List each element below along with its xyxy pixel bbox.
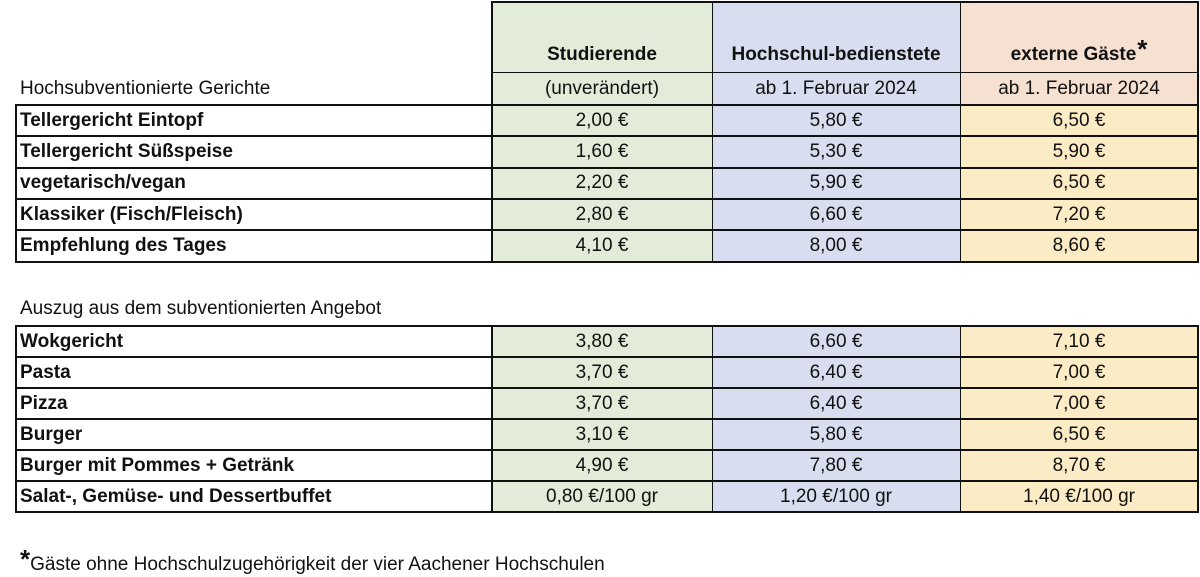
column-header-extern: externe Gäste * [1010, 33, 1148, 65]
price-cell: 1,20 €/100 gr [780, 485, 892, 507]
price-cell: 7,20 € [1052, 203, 1106, 225]
row-label: Pizza [20, 392, 68, 414]
column-subtitle-hochschul: ab 1. Februar 2024 [755, 78, 917, 99]
row-border [15, 356, 1199, 358]
price-cell: 2,00 € [575, 109, 629, 131]
column-border [712, 104, 713, 263]
price-cell: 8,60 € [1052, 234, 1106, 256]
price-cell: 7,00 € [1052, 392, 1106, 414]
column-header-studierende: Studierende [547, 44, 657, 65]
header-left-border [491, 1, 493, 105]
column-header-hochschul: Hochschul-bedienstete [731, 44, 941, 65]
price-cell: 7,00 € [1052, 361, 1106, 383]
price-cell: 6,40 € [809, 392, 863, 414]
row-label: Burger mit Pommes + Getränk [20, 454, 295, 476]
footnote-asterisk: * [20, 544, 31, 574]
price-cell: 8,00 € [809, 234, 863, 256]
price-cell: 3,10 € [575, 423, 629, 445]
column-border [15, 325, 17, 513]
column-border [960, 325, 961, 513]
row-border [15, 261, 1199, 263]
column-border [15, 104, 17, 263]
footnote [20, 546, 605, 577]
column-border [1197, 325, 1199, 513]
row-label: Tellergericht Eintopf [20, 109, 204, 131]
price-cell: 6,60 € [809, 203, 863, 225]
price-cell: 2,80 € [575, 203, 629, 225]
row-label: Empfehlung des Tages [20, 234, 227, 256]
price-cell: 6,40 € [809, 361, 863, 383]
row-border [15, 449, 1199, 451]
price-cell: 5,90 € [809, 172, 863, 194]
column-border [491, 104, 493, 263]
row-label: Wokgericht [20, 330, 124, 352]
header-divider-1 [712, 1, 713, 105]
header-mid-line [492, 72, 1198, 73]
price-cell: 5,90 € [1052, 140, 1106, 162]
price-cell: 1,40 €/100 gr [1023, 485, 1135, 507]
price-cell: 6,50 € [1052, 423, 1106, 445]
footnote-text: Gäste ohne Hochschulzugehörigkeit der vier Aachener Hochschulen [30, 554, 605, 575]
price-cell: 4,90 € [575, 454, 629, 476]
row-border [15, 325, 1199, 327]
price-cell: 3,70 € [575, 361, 629, 383]
header-top-border [492, 1, 1198, 3]
section-title-subventioniert: Auszug aus dem subventionierten Angebot [20, 298, 382, 319]
price-cell: 3,80 € [575, 330, 629, 352]
column-border [1197, 104, 1199, 263]
asterisk-marker: * [1137, 33, 1148, 64]
row-label: Pasta [20, 361, 71, 383]
row-label: Salat-, Gemüse- und Dessertbuffet [20, 485, 332, 507]
column-border [960, 104, 961, 263]
row-border [15, 480, 1199, 482]
row-label: Burger [20, 423, 83, 445]
column-subtitle-extern: ab 1. Februar 2024 [998, 78, 1160, 99]
row-label: Tellergericht Süßspeise [20, 140, 233, 162]
price-cell: 7,10 € [1052, 330, 1106, 352]
row-border [15, 104, 1199, 106]
section-title-hochsubventioniert: Hochsubventionierte Gerichte [20, 78, 271, 99]
header-right-border [1197, 1, 1199, 105]
price-cell: 6,60 € [809, 330, 863, 352]
price-cell: 0,80 €/100 gr [546, 485, 658, 507]
price-cell: 4,10 € [575, 234, 629, 256]
row-label: Klassiker (Fisch/Fleisch) [20, 203, 243, 225]
column-subtitle-studierende: (unverändert) [544, 78, 660, 99]
row-border [15, 167, 1199, 169]
row-label: vegetarisch/vegan [20, 172, 186, 194]
column-border [491, 325, 493, 513]
row-border [15, 511, 1199, 513]
price-cell: 6,50 € [1052, 172, 1106, 194]
column-border [712, 325, 713, 513]
price-cell: 5,80 € [809, 423, 863, 445]
price-cell: 3,70 € [575, 392, 629, 414]
price-cell: 8,70 € [1052, 454, 1106, 476]
row-border [15, 418, 1199, 420]
header-divider-2 [960, 1, 961, 105]
price-cell: 5,80 € [809, 109, 863, 131]
price-cell: 5,30 € [809, 140, 863, 162]
row-border [15, 135, 1199, 137]
row-border [15, 198, 1199, 200]
row-border [15, 229, 1199, 231]
price-cell: 6,50 € [1052, 109, 1106, 131]
price-cell: 7,80 € [809, 454, 863, 476]
row-border [15, 387, 1199, 389]
price-cell: 2,20 € [575, 172, 629, 194]
price-cell: 1,60 € [575, 140, 629, 162]
